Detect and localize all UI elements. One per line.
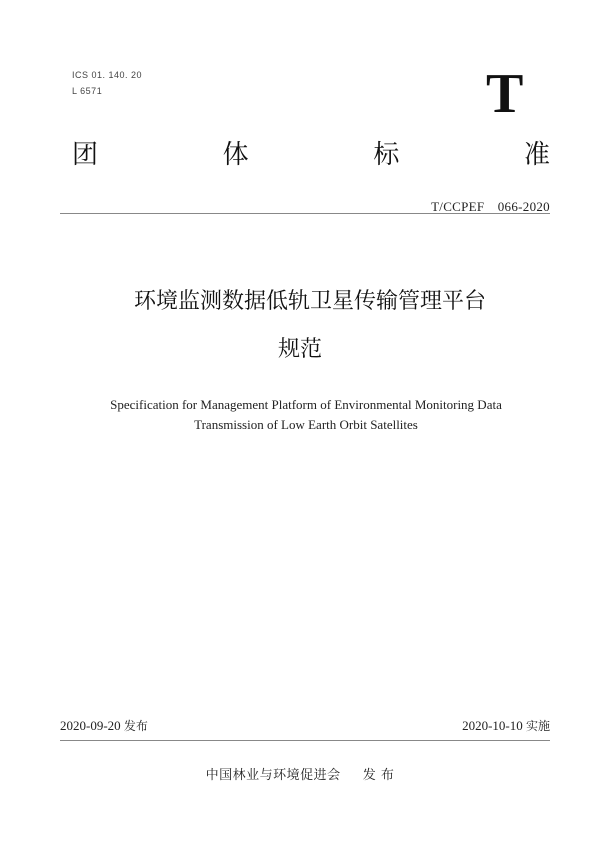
publisher-name: 中国林业与环境促进会: [205, 768, 341, 783]
issue-label: 发布: [123, 719, 148, 733]
title-cn-line-2: 规范: [277, 337, 322, 362]
ics-code: ICS 01. 140. 20: [72, 70, 143, 80]
implement-date: 2020-10-10: [462, 718, 523, 733]
standard-type-char-1: 团: [72, 140, 99, 170]
top-divider: [60, 213, 550, 214]
standard-type-char-4: 准: [523, 140, 550, 170]
standard-type-char-2: 体: [222, 140, 249, 170]
issue-date: 2020-09-20: [60, 718, 121, 733]
title-en-line-1: Specification for Management Platform of Environmental Monitoring Data: [110, 397, 502, 412]
standard-type-char-3: 标: [373, 140, 400, 170]
bottom-divider: [60, 740, 550, 741]
standard-letter-mark: T: [486, 63, 524, 125]
implement-date-block: [462, 717, 550, 734]
title-en-line-2: Transmission of Low Earth Orbit Satellites: [194, 417, 418, 432]
standard-type-heading: [72, 140, 550, 170]
implement-label: 实施: [525, 719, 550, 733]
issue-date-block: [60, 717, 148, 734]
publisher-action: 发 布: [362, 768, 395, 783]
title-cn-line-1: 环境监测数据低轨卫星传输管理平台: [133, 289, 486, 314]
standard-number: T/CCPEF 066-2020: [431, 199, 550, 214]
ccs-code: L 6571: [72, 86, 103, 96]
publisher-line: [0, 764, 600, 783]
